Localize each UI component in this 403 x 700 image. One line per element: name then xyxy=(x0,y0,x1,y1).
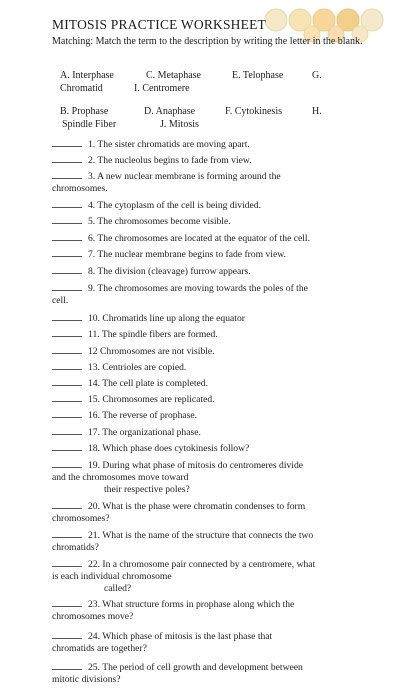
answer-blank[interactable] xyxy=(52,500,82,509)
question-text: 13. Centrioles are copied. xyxy=(88,362,187,373)
question-7 xyxy=(52,248,374,261)
question-text: 12 Chromosomes are not visible. xyxy=(88,346,215,357)
answer-blank[interactable] xyxy=(52,598,82,607)
question-text-continued: chromosomes. xyxy=(52,183,108,194)
answer-blank[interactable] xyxy=(52,459,82,468)
question-text-continued: chromosomes move? xyxy=(52,611,134,622)
term-j: J. Mitosis xyxy=(160,119,199,130)
answer-blank[interactable] xyxy=(52,328,82,337)
question-text: 5. The chromosomes become visible. xyxy=(88,216,231,227)
question-text: 17. The organizational phase. xyxy=(88,427,201,438)
question-24 xyxy=(52,630,374,655)
answer-blank[interactable] xyxy=(52,426,82,435)
instructions: Matching: Match the term to the description by writing the letter in the blank. xyxy=(52,36,363,47)
question-text: 9. The chromosomes are moving towards the poles of the xyxy=(88,283,308,294)
question-text: 22. In a chromosome pair connected by a centromere, what xyxy=(88,559,316,570)
question-5 xyxy=(52,215,374,228)
question-8 xyxy=(52,265,374,278)
question-1 xyxy=(52,138,374,151)
question-9 xyxy=(52,282,374,307)
answer-blank[interactable] xyxy=(52,361,82,370)
question-text: 8. The division (cleavage) furrow appears. xyxy=(88,266,251,277)
question-2 xyxy=(52,154,374,167)
term-i: I. Centromere xyxy=(134,83,190,94)
term-a: A. Interphase xyxy=(60,70,114,81)
question-text: 6. The chromosomes are located at the equator of the cell. xyxy=(88,233,310,244)
answer-blank[interactable] xyxy=(52,265,82,274)
answer-blank[interactable] xyxy=(52,409,82,418)
question-18 xyxy=(52,442,374,455)
question-text: 23. What structure forms in prophase along which the xyxy=(88,599,295,610)
question-text-continued: mitotic divisions? xyxy=(52,674,121,685)
question-12 xyxy=(52,345,374,358)
question-text: 21. What is the name of the structure that connects the two xyxy=(88,530,314,541)
answer-blank[interactable] xyxy=(52,282,82,291)
question-text: 20. What is the phase were chromatin condenses to form xyxy=(88,501,306,512)
question-text: 7. The nuclear membrane begins to fade from view. xyxy=(88,249,286,260)
term-spindle-fiber: Spindle Fiber xyxy=(62,119,117,130)
question-10 xyxy=(52,312,374,325)
question-4 xyxy=(52,199,374,212)
term-c: C. Metaphase xyxy=(146,70,201,81)
answer-blank[interactable] xyxy=(52,138,82,147)
question-3 xyxy=(52,170,374,195)
answer-blank[interactable] xyxy=(52,215,82,224)
question-17 xyxy=(52,426,374,439)
answer-blank[interactable] xyxy=(52,170,82,179)
question-text: 14. The cell plate is completed. xyxy=(88,378,208,389)
question-text-continued: chromatids are together? xyxy=(52,643,147,654)
term-chromatid: Chromatid xyxy=(60,83,103,94)
question-text: 18. Which phase does cytokinesis follow? xyxy=(88,443,250,454)
question-text: 15. Chromosomes are replicated. xyxy=(88,394,215,405)
answer-blank[interactable] xyxy=(52,393,82,402)
question-text: 25. The period of cell growth and development between xyxy=(88,662,303,673)
question-text: 1. The sister chromatids are moving apart. xyxy=(88,139,250,150)
answer-blank[interactable] xyxy=(52,661,82,670)
question-text: 4. The cytoplasm of the cell is being divided. xyxy=(88,200,262,211)
question-6 xyxy=(52,232,374,245)
term-h: H. xyxy=(312,106,322,117)
question-text: 3. A new nuclear membrane is forming around the xyxy=(88,171,281,182)
question-13 xyxy=(52,361,374,374)
term-b: B. Prophase xyxy=(60,106,109,117)
answer-blank[interactable] xyxy=(52,312,82,321)
question-text-continued: chromatids? xyxy=(52,542,99,553)
answer-blank[interactable] xyxy=(52,558,82,567)
worksheet-title: MITOSIS PRACTICE WORKSHEET xyxy=(52,17,266,32)
answer-blank[interactable] xyxy=(52,442,82,451)
term-g: G. xyxy=(312,70,322,81)
question-14 xyxy=(52,377,374,390)
question-text-indented: called? xyxy=(104,583,132,594)
question-23 xyxy=(52,598,374,623)
term-e: E. Telophase xyxy=(232,70,284,81)
question-19 xyxy=(52,459,374,496)
answer-blank[interactable] xyxy=(52,248,82,257)
question-11 xyxy=(52,328,374,341)
question-21 xyxy=(52,529,374,554)
answer-blank[interactable] xyxy=(52,345,82,354)
question-text: 2. The nucleolus begins to fade from view. xyxy=(88,155,252,166)
question-text-continued: cell. xyxy=(52,295,69,306)
question-25 xyxy=(52,661,374,686)
question-15 xyxy=(52,393,374,406)
answer-blank[interactable] xyxy=(52,529,82,538)
question-20 xyxy=(52,500,374,525)
question-text-continued: chromosomes? xyxy=(52,513,110,524)
term-f: F. Cytokinesis xyxy=(225,106,282,117)
question-text: 10. Chromatids line up along the equator xyxy=(88,313,245,324)
answer-blank[interactable] xyxy=(52,630,82,639)
question-16 xyxy=(52,409,374,422)
question-text: 16. The reverse of prophase. xyxy=(88,410,198,421)
answer-blank[interactable] xyxy=(52,154,82,163)
question-text: 11. The spindle fibers are formed. xyxy=(88,329,218,340)
answer-blank[interactable] xyxy=(52,199,82,208)
term-d: D. Anaphase xyxy=(144,106,196,117)
question-text-continued: is each individual chromosome xyxy=(52,571,172,582)
question-text-indented: their respective poles? xyxy=(104,484,190,495)
question-text: 19. During what phase of mitosis do centromeres divide xyxy=(88,460,304,471)
answer-blank[interactable] xyxy=(52,377,82,386)
question-22 xyxy=(52,558,374,595)
answer-blank[interactable] xyxy=(52,232,82,241)
question-text: 24. Which phase of mitosis is the last phase that xyxy=(88,631,273,642)
question-text-continued: and the chromosomes move toward xyxy=(52,472,189,483)
